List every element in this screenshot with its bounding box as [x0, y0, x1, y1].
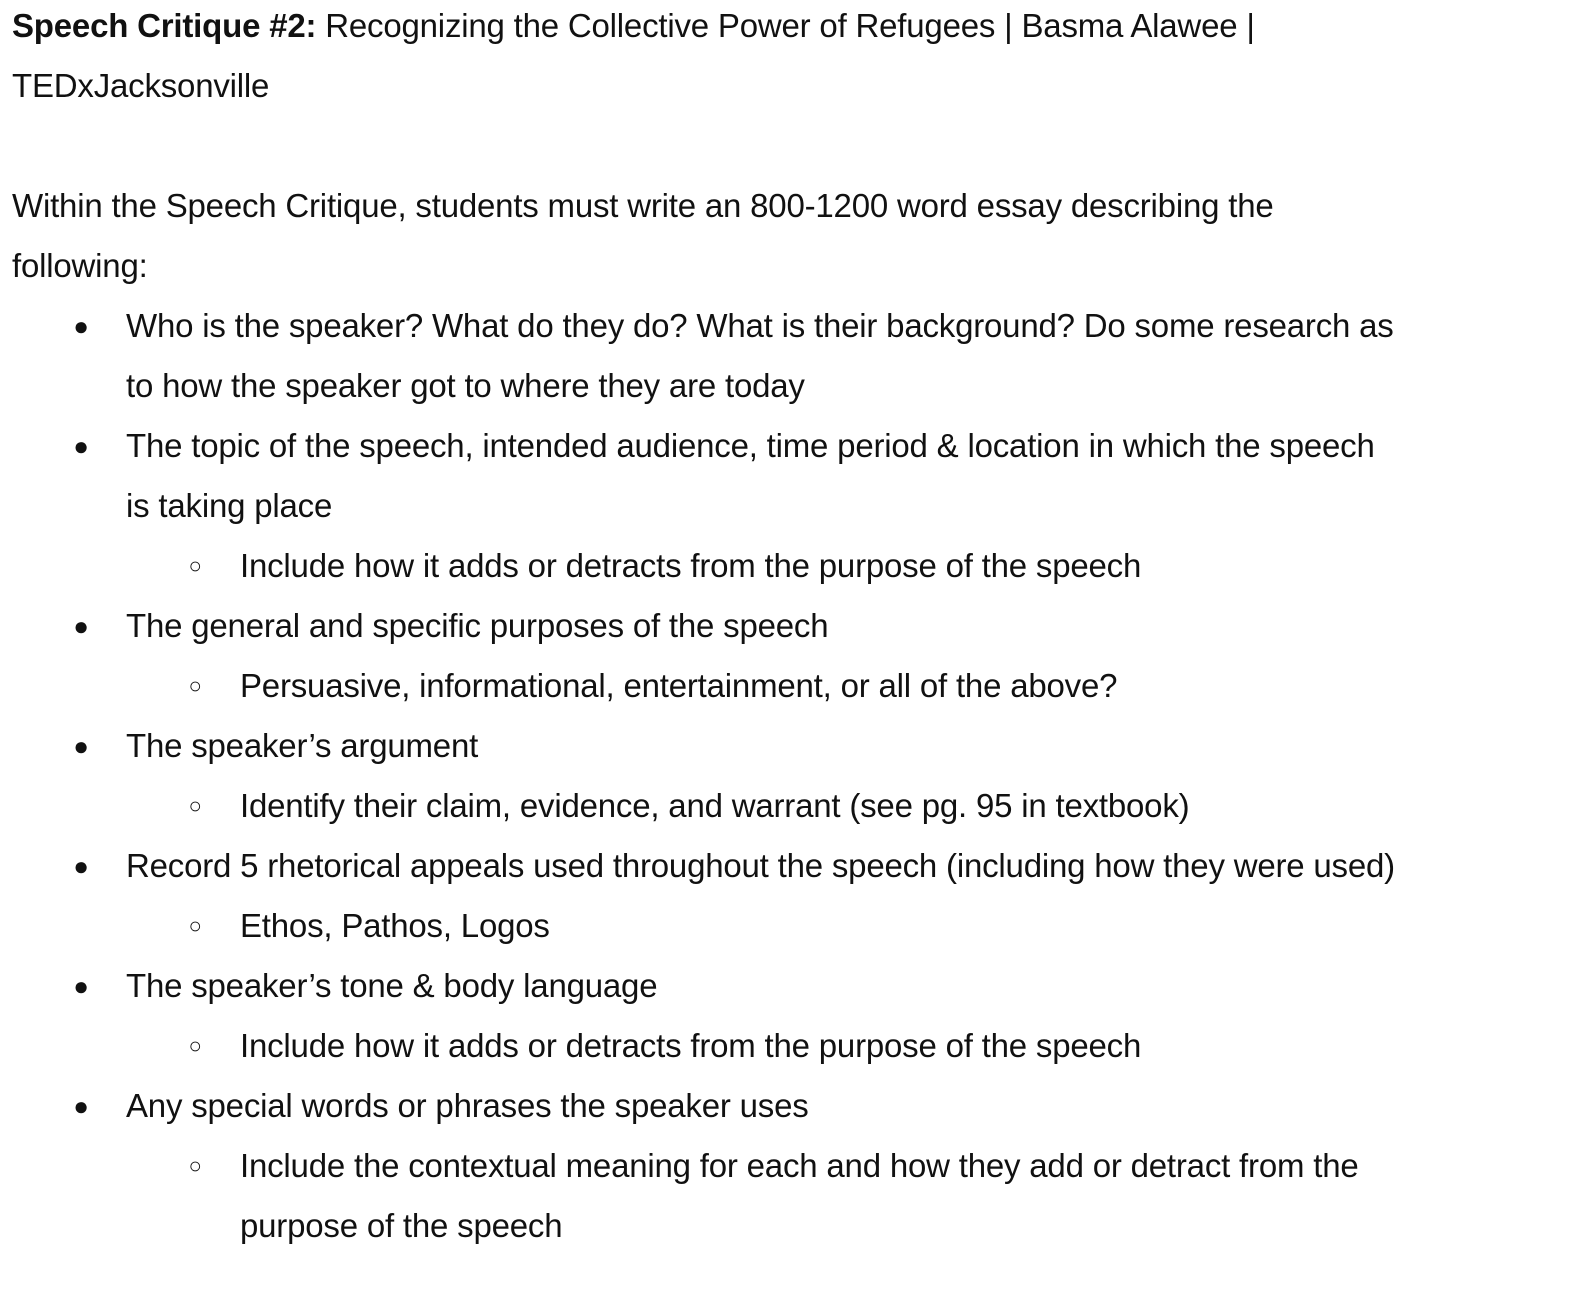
- intro-line-1: Within the Speech Critique, students must write an 800-1200 word essay describing the: [12, 187, 1274, 224]
- filled-bullet-icon: ●: [73, 611, 89, 641]
- sub-item-text: Include the contextual meaning for each and how they add or detract from the: [240, 1147, 1359, 1184]
- list-item-text: Who is the speaker? What do they do? What is their background? Do some research as: [126, 307, 1394, 344]
- hollow-bullet-icon: ○: [188, 553, 202, 578]
- hollow-bullet-icon: ○: [188, 1153, 202, 1178]
- sub-item-text: Ethos, Pathos, Logos: [240, 907, 550, 944]
- list-item-text-continued: is taking place: [126, 487, 333, 524]
- filled-bullet-icon: ●: [73, 311, 89, 341]
- sub-item-claim-evidence: [12, 776, 1596, 836]
- filled-bullet-icon: ●: [73, 431, 89, 461]
- filled-bullet-icon: ●: [73, 731, 89, 761]
- list-item-topic: [12, 416, 1596, 536]
- filled-bullet-icon: ●: [73, 851, 89, 881]
- list-item-purposes: [12, 596, 1596, 656]
- sub-item-text: Identify their claim, evidence, and warrant (see pg. 95 in textbook): [240, 787, 1190, 824]
- list-item-special-words: [12, 1076, 1596, 1136]
- list-item-rhetorical-appeals: [12, 836, 1596, 896]
- title-line-1: [12, 0, 1596, 56]
- title-line-2: TEDxJacksonville: [12, 67, 270, 104]
- sub-item-text: Include how it adds or detracts from the purpose of the speech: [240, 547, 1142, 584]
- sub-item-purpose-types: [12, 656, 1596, 716]
- blank-line: [12, 116, 1596, 176]
- sub-item-text: Include how it adds or detracts from the purpose of the speech: [240, 1027, 1142, 1064]
- sub-item-ethos-pathos-logos: [12, 896, 1596, 956]
- sub-item-text: Persuasive, informational, entertainment, or all of the above?: [240, 667, 1118, 704]
- sub-item-text-continued: purpose of the speech: [240, 1207, 563, 1244]
- list-item-text: The general and specific purposes of the speech: [126, 607, 829, 644]
- filled-bullet-icon: ●: [73, 1091, 89, 1121]
- sub-item-topic-purpose: [12, 536, 1596, 596]
- list-item-tone-body-language: [12, 956, 1596, 1016]
- hollow-bullet-icon: ○: [188, 793, 202, 818]
- title-text: Recognizing the Collective Power of Refugees | Basma Alawee |: [316, 7, 1255, 44]
- intro-line-2: following:: [12, 247, 148, 284]
- list-item-text: Record 5 rhetorical appeals used throughout the speech (including how they were used): [126, 847, 1395, 884]
- sub-item-contextual-meaning: [12, 1136, 1596, 1256]
- list-item-speaker: [12, 296, 1596, 416]
- filled-bullet-icon: ●: [73, 971, 89, 1001]
- title-label: Speech Critique #2:: [12, 7, 317, 44]
- hollow-bullet-icon: ○: [188, 673, 202, 698]
- requirements-list: [12, 296, 1596, 1256]
- list-item-argument: [12, 716, 1596, 776]
- list-item-text-continued: to how the speaker got to where they are today: [126, 367, 805, 404]
- list-item-text: The topic of the speech, intended audience, time period & location in which the speech: [126, 427, 1375, 464]
- hollow-bullet-icon: ○: [188, 1033, 202, 1058]
- list-item-text: The speaker’s argument: [126, 727, 479, 764]
- list-item-text: Any special words or phrases the speaker uses: [126, 1087, 809, 1124]
- sub-item-tone-purpose: [12, 1016, 1596, 1076]
- hollow-bullet-icon: ○: [188, 913, 202, 938]
- list-item-text: The speaker’s tone & body language: [126, 967, 658, 1004]
